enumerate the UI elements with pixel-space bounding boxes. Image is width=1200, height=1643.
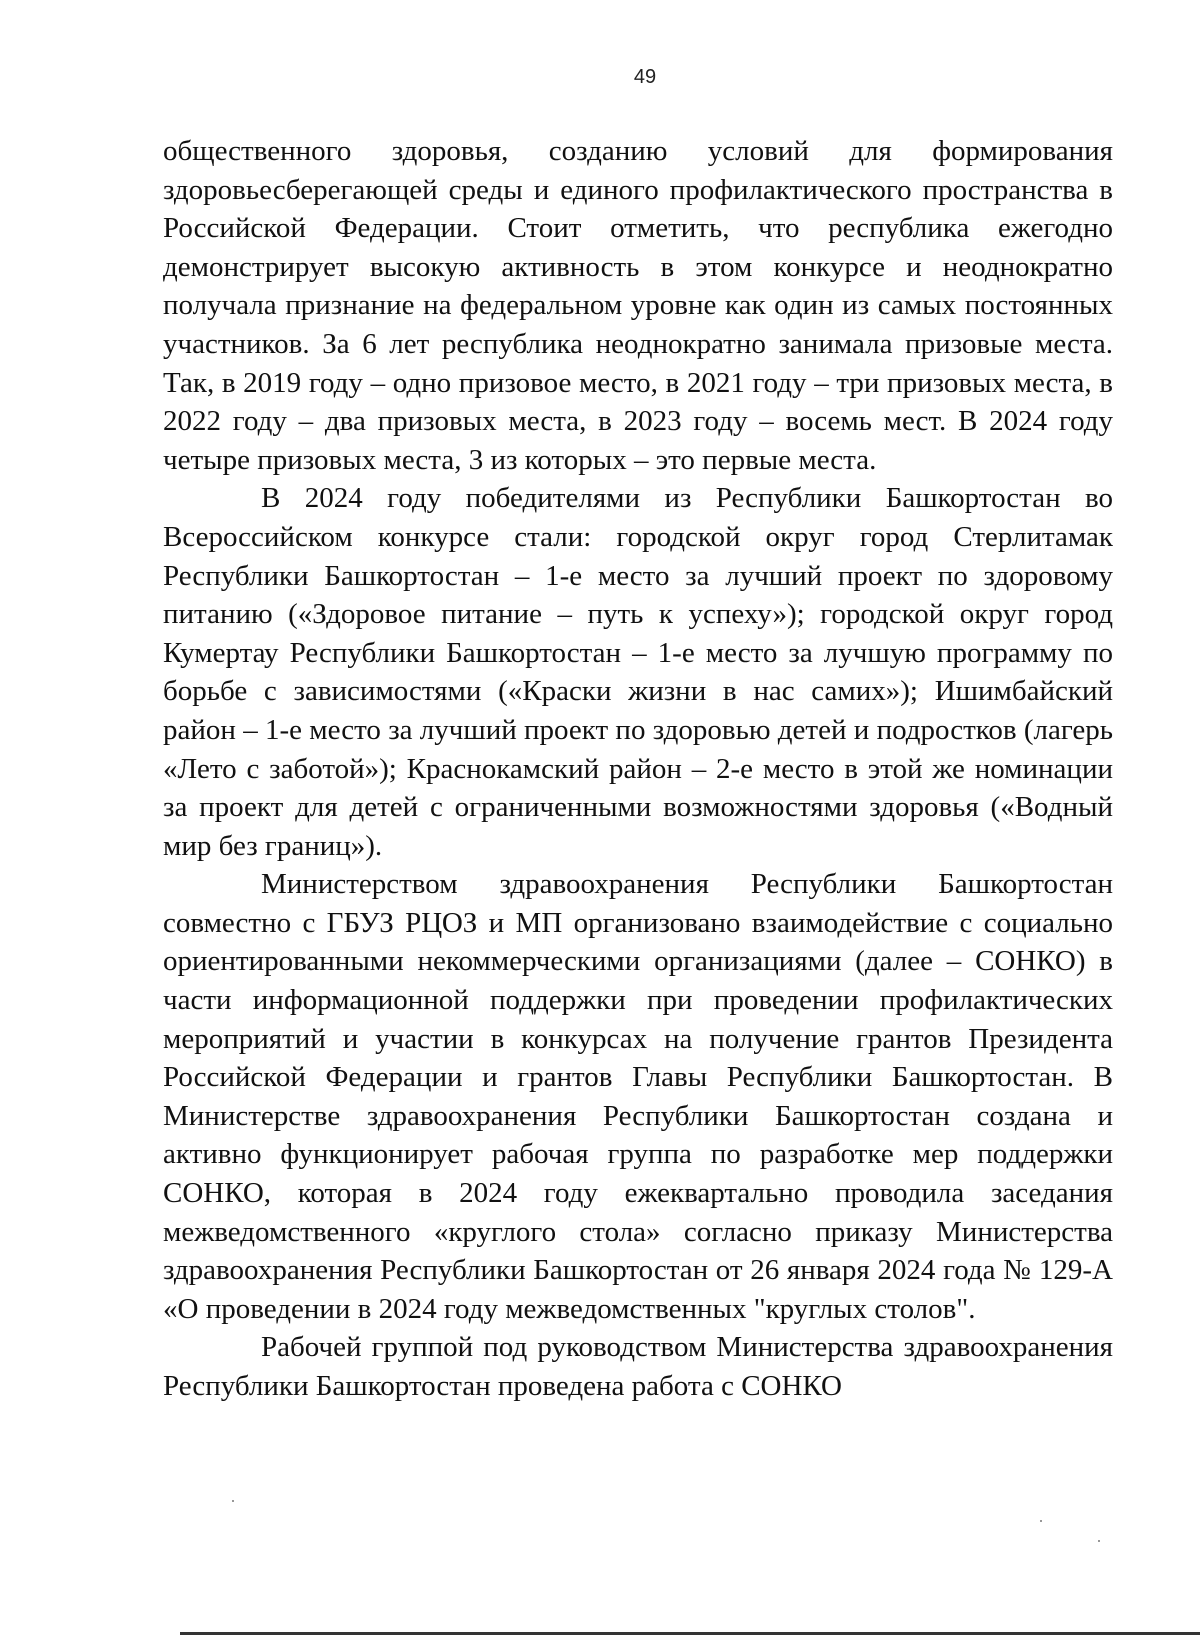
paragraph-3: Министерством здравоохранения Республики Башкортостан совместно с ГБУЗ РЦОЗ и МП организовано взаимодействие с социально ориентированными некоммерческими организациями (далее – СОНКО) в части информационной поддержки при проведении профилактических мероприятий и участии в конкурсах на получение грантов Президента Российской Федерации и грантов Главы Республики Башкортостан. В Министерстве здравоохранения Республики Башкортостан создана и активно функционирует рабочая группа по разработке мер поддержки СОНКО, которая в 2024 году ежеквартально проводила заседания межведомственного «круглого стола» согласно приказу Министерства здравоохранения Республики Башкортостан от 26 января 2024 года № 129-А «О проведении в 2024 году межведомственных "круглых столов". xyxy=(163,868,1113,1325)
scan-speck xyxy=(232,1500,234,1502)
scan-edge-line xyxy=(180,1632,1200,1635)
paragraph-2: В 2024 году победителями из Республики Башкортостан во Всероссийском конкурсе стали: городской округ город Стерлитамак Республики Башкортостан – 1-е место за лучший проект по здоровому питанию («Здоровое питание – путь к успеху»); городской округ город Кумертау Республики Башкортостан – 1-е место за лучшую программу по борьбе с зависимостями («Краски жизни в нас самих»); Ишимбайский район – 1-е место за лучший проект по здоровью детей и подростков (лагерь «Лето с заботой»); Краснокамский район – 2-е место в этой же номинации за проект для детей с ограниченными возможностями здоровья («Водный мир без границ»). xyxy=(163,482,1113,862)
scan-speck xyxy=(1098,1540,1100,1542)
paragraph-1: общественного здоровья, созданию условий для формирования здоровьесберегающей среды и единого профилактического пространства в Российской Федерации. Стоит отметить, что республика ежегодно демонстрирует высокую активность в этом конкурсе и неоднократно получала признание на федеральном уровне как один из самых постоянных участников. За 6 лет республика неоднократно занимала призовые места. Так, в 2019 году – одно призовое место, в 2021 году – три призовых места, в 2022 году – два призовых места, в 2023 году – восемь мест. В 2024 году четыре призовых места, 3 из которых – это первые места. xyxy=(163,135,1113,476)
document-body xyxy=(163,132,1113,1406)
scan-speck xyxy=(1040,1520,1042,1522)
page-number: 49 xyxy=(633,66,657,88)
paragraph-4: Рабочей группой под руководством Министерства здравоохранения Республики Башкортостан проведена работа с СОНКО xyxy=(163,1331,1113,1402)
